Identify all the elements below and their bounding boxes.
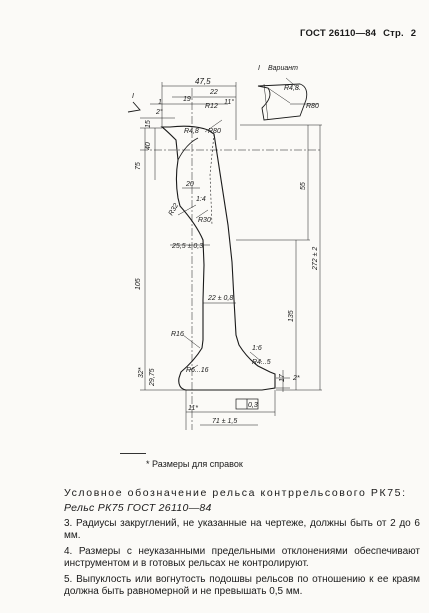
dim-22: 22 [210,89,218,96]
dim-variant-r80: R80 [306,103,319,110]
dim-1: 1 [158,99,162,106]
drawing-labels [132,65,319,425]
dim-r6-16: R6...16 [186,367,209,374]
dim-75: 75 [135,162,142,170]
dim-71: 71 ± 1,5 [212,418,238,425]
footnote-rule [120,453,146,454]
dim-135: 135 [288,310,295,322]
dim-11-star: 11* [188,405,198,412]
dim-2: 2° [156,109,163,116]
note-item-4: 4. Размеры с неуказанными предельными отклонениями обеспечивают инструментом и в готовых рельсах не контролируют. [64,546,420,569]
dim-r80: R80 [208,128,221,135]
dim-29-75: 29,75 [149,368,156,386]
dim-32: 32* [138,367,145,378]
section-roman-2: I [132,93,134,100]
dim-r4-8: R4,8 [184,128,199,135]
dim-1-6: 1:6 [252,345,262,352]
dim-17: 17 [279,374,286,382]
page-number: 2 [410,28,417,39]
dim-55: 55 [300,182,307,190]
dim-tolerance: 0,3 [248,402,258,409]
dim-r12: R12 [205,103,218,110]
dim-40: 40 [145,142,152,150]
designation-example: Рельс РК75 ГОСТ 26110—84 [64,502,212,514]
dim-19: 19 [183,96,191,103]
dim-25-5: 25,5 ± 0,3 [172,243,204,250]
section-roman: I [258,65,260,72]
note-item-5: 5. Выпуклость или вогнутость подошвы рельсов по отношению к ее краям должна быть равномерной и не превышать 0,5 мм. [64,574,420,597]
dim-variant-r4-8: R4,8 [284,85,299,92]
dim-r30: R30 [198,217,211,224]
dim-15: 15 [145,120,152,128]
dim-2-star: 2* [293,375,300,382]
dim-11: 11° [224,99,235,106]
page-label: Стр. [383,28,404,39]
designation-title: Условное обозначение рельса контррельсового РК75: [64,487,407,499]
dim-47-5: 47,5 [195,77,211,86]
standard-code: ГОСТ 26110—84 [300,28,377,39]
dim-272: 272 ± 2 [312,246,319,270]
dim-r4-5: R4...5 [252,359,271,366]
note-item-3: 3. Радиусы закруглений, не указанные на чертеже, должны быть от 2 до 6 мм. [64,518,420,541]
dim-105: 105 [135,278,142,290]
dim-r16: R16 [171,331,184,338]
dim-1-4: 1:4 [196,196,206,203]
dim-r32: R32 [167,202,181,217]
footnote: * Размеры для справок [146,459,243,469]
notes-block [64,487,420,598]
dim-22-tol: 22 ± 0,8 [208,295,234,302]
dim-20: 20 [186,181,194,188]
variant-label: Вариант [268,65,298,72]
